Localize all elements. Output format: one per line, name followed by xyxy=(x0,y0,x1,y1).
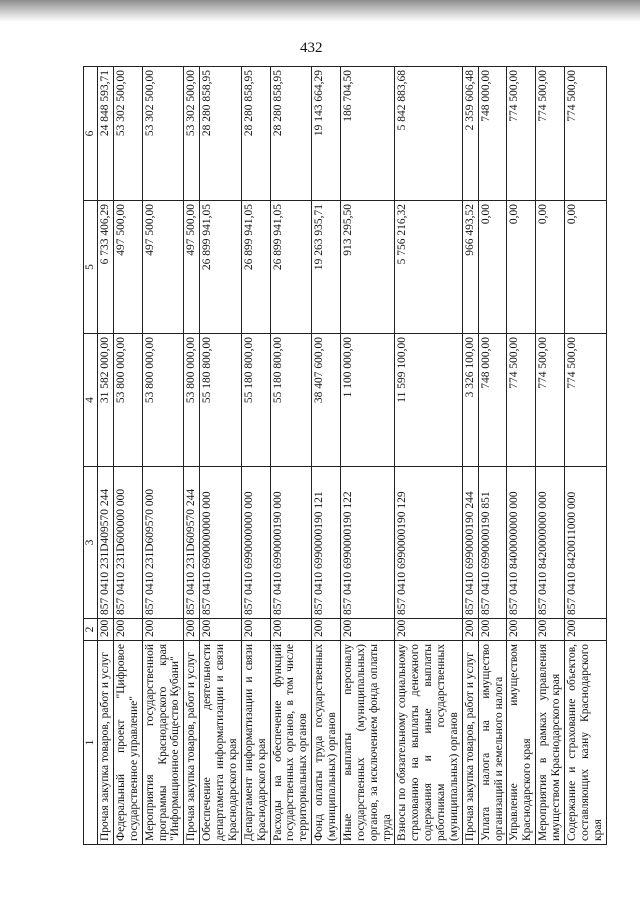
row-col5-cell: 26 899 941,05 xyxy=(241,201,270,334)
row-code-cell: 857 0410 231D600000 000 xyxy=(113,467,142,619)
row-col6-cell: 53 302 500,00 xyxy=(142,67,184,201)
header-cell-3: 3 xyxy=(84,467,98,619)
budget-table xyxy=(83,66,607,845)
row-col5-cell: 0,00 xyxy=(478,201,507,334)
row-code-cell: 857 0410 6990000190 129 xyxy=(395,467,462,619)
row-col4-cell: 11 599 100,00 xyxy=(395,334,462,467)
row-code-cell: 857 0410 6990000190 122 xyxy=(340,467,395,619)
row-name-cell: Мероприятия государственной программы Краснодарского края "Информационное общество Кубани" xyxy=(142,641,184,845)
row-col4-cell: 38 407 600,00 xyxy=(312,334,341,467)
row-col4-cell: 53 800 000,00 xyxy=(142,334,184,467)
row-col4-cell: 774 500,00 xyxy=(564,334,606,467)
row-name-cell: Содержание и страхование объектов, составляющих казну Краснодарского края xyxy=(564,641,606,845)
row-rz-cell: 200 xyxy=(312,619,341,641)
row-rz-cell: 200 xyxy=(507,619,536,641)
row-code-cell: 857 0410 8420011000 000 xyxy=(564,467,606,619)
table-row xyxy=(312,67,341,845)
row-name-cell: Обеспечение деятельности департамента информатизации и связи Краснодарского края xyxy=(200,641,242,845)
row-col6-cell: 28 280 858,95 xyxy=(200,67,242,201)
row-col5-cell: 966 493,52 xyxy=(462,201,478,334)
scan-top-edge xyxy=(0,0,640,22)
row-rz-cell: 200 xyxy=(142,619,184,641)
row-rz-cell: 200 xyxy=(564,619,606,641)
row-rz-cell: 200 xyxy=(340,619,395,641)
row-col4-cell: 55 180 800,00 xyxy=(241,334,270,467)
row-name-cell: Иные выплаты персоналу государственных (муниципальных) органов, за исключением фонда оплаты труда xyxy=(340,641,395,845)
row-col4-cell: 31 582 000,00 xyxy=(98,334,114,467)
row-rz-cell: 200 xyxy=(462,619,478,641)
row-col5-cell: 497 500,00 xyxy=(142,201,184,334)
row-col4-cell: 774 500,00 xyxy=(507,334,536,467)
row-col6-cell: 28 280 858,95 xyxy=(270,67,312,201)
header-cell-1: 1 xyxy=(84,641,98,845)
table-row xyxy=(241,67,270,845)
row-col4-cell: 774 500,00 xyxy=(536,334,565,467)
rotated-table-container xyxy=(83,67,604,845)
row-col5-cell: 19 263 935,71 xyxy=(312,201,341,334)
row-name-cell: Фонд оплаты труда государственных (муниципальных) органов xyxy=(312,641,341,845)
row-col5-cell: 26 899 941,05 xyxy=(270,201,312,334)
row-col5-cell: 6 733 406,29 xyxy=(98,201,114,334)
table-row xyxy=(200,67,242,845)
row-code-cell: 857 0410 8400000000 000 xyxy=(507,467,536,619)
row-rz-cell: 200 xyxy=(270,619,312,641)
header-cell-2: 2 xyxy=(84,619,98,641)
row-col6-cell: 774 500,00 xyxy=(564,67,606,201)
page-number: 432 xyxy=(300,40,323,56)
header-cell-6: 6 xyxy=(84,67,98,201)
row-col4-cell: 53 800 000,00 xyxy=(184,334,200,467)
row-rz-cell: 200 xyxy=(98,619,114,641)
row-col6-cell: 2 359 606,48 xyxy=(462,67,478,201)
row-code-cell: 857 0410 6990000190 244 xyxy=(462,467,478,619)
header-cell-5: 5 xyxy=(84,201,98,334)
row-col6-cell: 774 500,00 xyxy=(507,67,536,201)
table-row xyxy=(113,67,142,845)
table-row xyxy=(564,67,606,845)
row-col6-cell: 5 842 883,68 xyxy=(395,67,462,201)
row-name-cell: Прочая закупка товаров, работ и услуг xyxy=(184,641,200,845)
table-row xyxy=(98,67,114,845)
row-col4-cell: 1 100 000,00 xyxy=(340,334,395,467)
row-col5-cell: 497 500,00 xyxy=(113,201,142,334)
row-col4-cell: 55 180 800,00 xyxy=(200,334,242,467)
row-name-cell: Расходы на обеспечение функций государственных органов, в том числе территориальных органов xyxy=(270,641,312,845)
row-name-cell: Федеральный проект "Цифровое государственное управление" xyxy=(113,641,142,845)
table-row xyxy=(340,67,395,845)
row-name-cell: Взносы по обязательному социальному страхованию на выплаты денежного содержания и иные выплаты работникам государственных (муниципальных) органов xyxy=(395,641,462,845)
row-col4-cell: 748 000,00 xyxy=(478,334,507,467)
row-col4-cell: 55 180 800,00 xyxy=(270,334,312,467)
row-code-cell: 857 0410 6990000190 851 xyxy=(478,467,507,619)
table-row xyxy=(395,67,462,845)
row-rz-cell: 200 xyxy=(113,619,142,641)
row-name-cell: Уплата налога на имущество организаций и земельного налога xyxy=(478,641,507,845)
row-col5-cell: 26 899 941,05 xyxy=(200,201,242,334)
budget-table-body xyxy=(84,67,607,845)
row-code-cell: 857 0410 6990000190 000 xyxy=(270,467,312,619)
row-code-cell: 857 0410 6990000000 000 xyxy=(241,467,270,619)
row-col6-cell: 774 500,00 xyxy=(536,67,565,201)
table-row xyxy=(462,67,478,845)
row-rz-cell: 200 xyxy=(184,619,200,641)
row-rz-cell: 200 xyxy=(395,619,462,641)
row-col5-cell: 5 756 216,32 xyxy=(395,201,462,334)
table-row xyxy=(536,67,565,845)
header-cell-4: 4 xyxy=(84,334,98,467)
row-col6-cell: 53 302 500,00 xyxy=(113,67,142,201)
row-rz-cell: 200 xyxy=(536,619,565,641)
table-row xyxy=(507,67,536,845)
row-name-cell: Мероприятия в рамках управления имуществом Краснодарского края xyxy=(536,641,565,845)
row-name-cell: Управление имуществом Краснодарского края xyxy=(507,641,536,845)
table-row xyxy=(142,67,184,845)
row-code-cell: 857 0410 231D609570 000 xyxy=(142,467,184,619)
row-name-cell: Прочая закупка товаров, работ и услуг xyxy=(98,641,114,845)
row-name-cell: Департамент информатизации и связи Краснодарского края xyxy=(241,641,270,845)
row-col6-cell: 186 704,50 xyxy=(340,67,395,201)
row-col6-cell: 24 848 593,71 xyxy=(98,67,114,201)
row-code-cell: 857 0410 8420000000 000 xyxy=(536,467,565,619)
row-rz-cell: 200 xyxy=(200,619,242,641)
row-col5-cell: 0,00 xyxy=(507,201,536,334)
row-col5-cell: 497 500,00 xyxy=(184,201,200,334)
row-col5-cell: 913 295,50 xyxy=(340,201,395,334)
row-code-cell: 857 0410 231D409570 244 xyxy=(98,467,114,619)
row-col6-cell: 53 302 500,00 xyxy=(184,67,200,201)
table-row xyxy=(184,67,200,845)
table-row xyxy=(478,67,507,845)
row-col4-cell: 53 800 000,00 xyxy=(113,334,142,467)
row-col5-cell: 0,00 xyxy=(536,201,565,334)
row-rz-cell: 200 xyxy=(478,619,507,641)
table-header-row xyxy=(84,67,98,845)
row-code-cell: 857 0410 231D609570 244 xyxy=(184,467,200,619)
row-col6-cell: 19 143 664,29 xyxy=(312,67,341,201)
row-col4-cell: 3 326 100,00 xyxy=(462,334,478,467)
row-col6-cell: 28 280 858,95 xyxy=(241,67,270,201)
table-row xyxy=(270,67,312,845)
row-code-cell: 857 0410 6990000190 121 xyxy=(312,467,341,619)
row-rz-cell: 200 xyxy=(241,619,270,641)
row-code-cell: 857 0410 6900000000 000 xyxy=(200,467,242,619)
row-col6-cell: 748 000,00 xyxy=(478,67,507,201)
row-name-cell: Прочая закупка товаров, работ и услуг xyxy=(462,641,478,845)
row-col5-cell: 0,00 xyxy=(564,201,606,334)
